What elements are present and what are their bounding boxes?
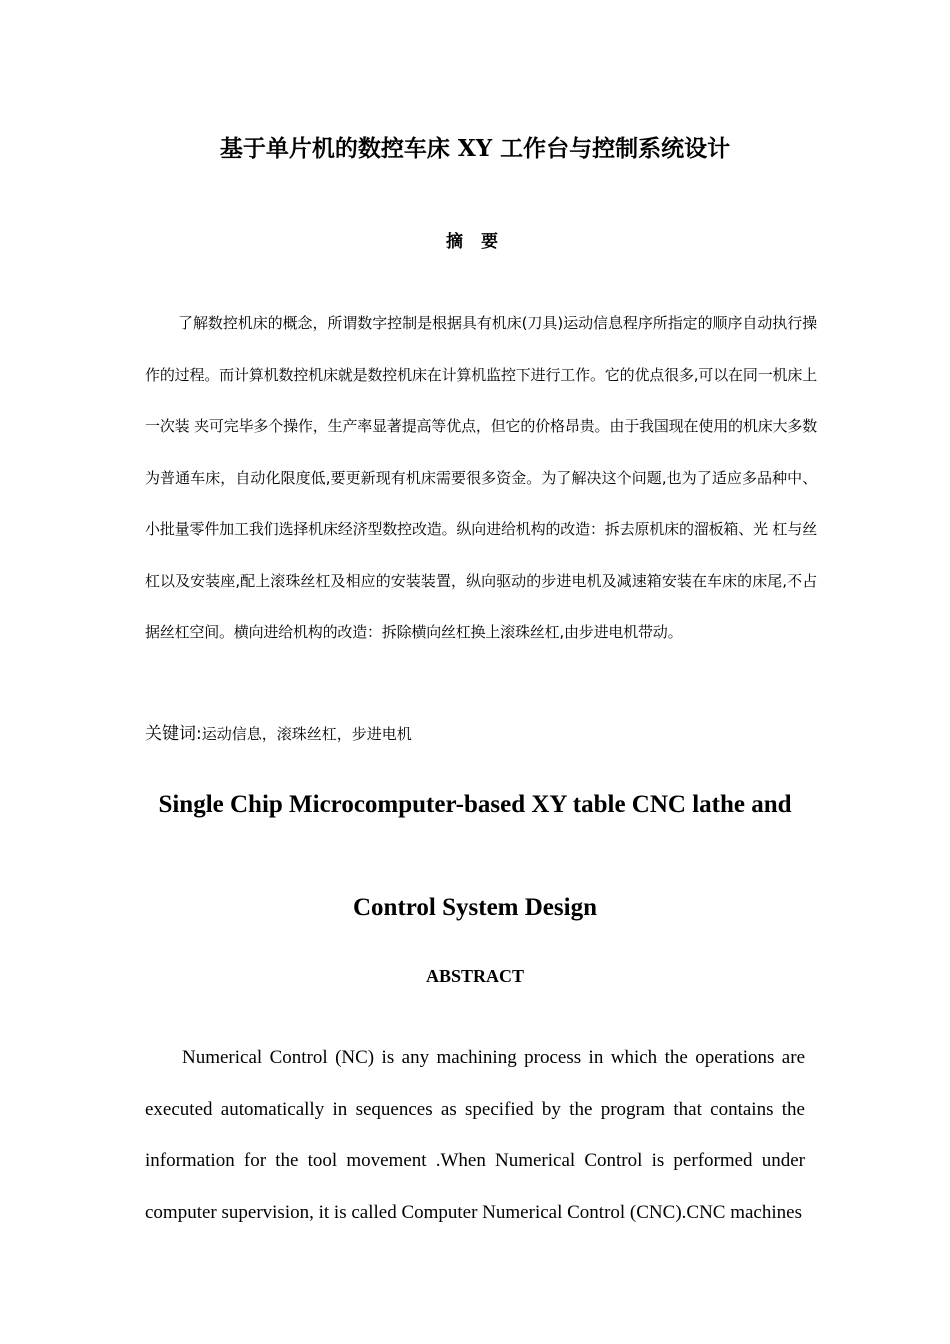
chinese-abstract-body: 了解数控机床的概念，所谓数字控制是根据具有机床(刀具)运动信息程序所指定的顺序自动执行操作的过程。而计算机数控机床就是数控机床在计算机监控下进行工作。它的优点很多,可以在同一机床上一次装 夹可完毕多个操作，生产率显著提高等优点，但它的价格昂贵。由于我国现在使用的机床大多数为普通车床，自动化限度低,要更新现有机床需要很多资金。为了解决这个问题,也为了适应多品种中、小批量零件加工我们选择机床经济型数控改造。纵向进给机构的改造：拆去原机床的溜板箱、光 杠与丝杠以及安装座,配上滚珠丝杠及相应的安装装置，纵向驱动的步进电机及减速箱安装在车床的床尾,不占据丝杠空间。横向进给机构的改造：拆除横向丝杠换上滚珠丝杠,由步进电机带动。 — [145, 314, 817, 641]
english-abstract-heading: ABSTRACT — [425, 966, 525, 986]
english-abstract-body: Numerical Control (NC) is any machining process in which the operations are executed automatically in sequences as specified by the program that contains the information for the tool movement .When Numerical Control is performed under computer supervision, it is called Computer Numerical Control (CNC).CNC machines — [145, 1047, 805, 1223]
english-title-line-2: Control System Design — [353, 894, 597, 921]
keywords-value: 运动信息，滚珠丝杠，步进电机 — [201, 725, 412, 743]
keywords-label: 关键词: — [145, 724, 202, 744]
chinese-abstract-heading: 摘 要 — [446, 232, 504, 252]
chinese-title: 基于单片机的数控车床 XY 工作台与控制系统设计 — [219, 135, 731, 162]
english-title-line-1: Single Chip Microcomputer-based XY table CNC lathe and — [158, 791, 792, 818]
chinese-keywords — [145, 720, 412, 748]
